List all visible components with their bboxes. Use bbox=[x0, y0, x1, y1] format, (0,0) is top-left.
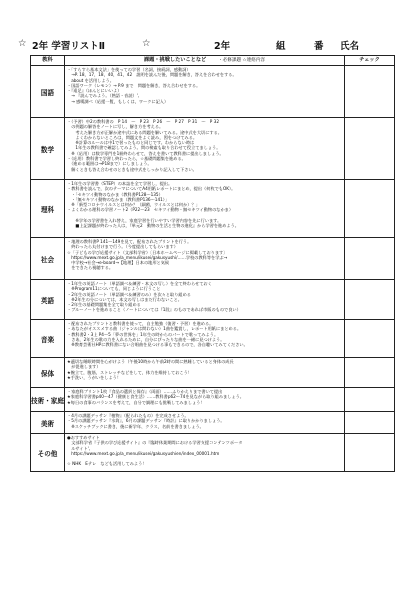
task-line: ・国語ワーク（レモン）→ P.9 まで 問題を解き，答え合わせをする。 bbox=[67, 82, 201, 88]
task-cell bbox=[65, 434, 345, 472]
subject-row bbox=[31, 280, 395, 320]
task-line: 解くときも答え合わせのときも途中式をしっかり記入して下さい。 bbox=[67, 166, 197, 172]
task-line: ・（応用）教科書で学習し終わったら，☆基礎問題集を進める。 bbox=[67, 156, 186, 162]
task-line: ※教育芸術社HPに教科書にない合唱曲を見つける事もできるので，各自聴いてみてください。 bbox=[67, 342, 248, 348]
name-label: 氏名 bbox=[340, 41, 360, 52]
task-cell bbox=[65, 388, 345, 412]
task-line: 中学校→社会→e-board→【地理】日本の地形と気候 bbox=[67, 260, 170, 266]
task-cell bbox=[65, 118, 345, 180]
subject-name: 数学 bbox=[31, 118, 65, 180]
task-column-header bbox=[65, 56, 345, 66]
task-line: ★毎日の食事のバランスを考えて，自分で調理にも挑戦してみましょう！ bbox=[67, 399, 205, 405]
subject-name: 美術 bbox=[31, 412, 65, 434]
task-line: ☆「子どもの学び応援サイト（文部科学省）〔日本ホームページに掲載しております〕 bbox=[67, 249, 228, 255]
table-header-row bbox=[31, 56, 395, 66]
task-line: ・（予習）中2の教科書の P 14 ～ P 23 P 26 ～ P 27 P 31 ～ P 32 bbox=[67, 119, 219, 124]
task-line: ★家庭科学習書p40〜47（健康と食生活）……教科書p62〜74を見ながら取り組みましょう。 bbox=[67, 394, 244, 400]
subject-name: 社会 bbox=[31, 238, 65, 280]
task-line: ※計算のルールは中1で習ったものと同じです。わからない時は bbox=[67, 140, 195, 146]
task-line: よくわからないところは，問題文をよく読み，図をつけてみる。 bbox=[67, 134, 198, 140]
task-line: →P. 18，17，18，40，41，42 説明を読んだ後，問題を解き，答えを合わせをする。 bbox=[67, 72, 237, 78]
task-line: ・あなたがオススメする曲（ジャンルは問わない）1曲を鑑賞し，レポート用紙にまとめる。 bbox=[67, 326, 242, 332]
task-cell bbox=[65, 280, 345, 320]
task-cell bbox=[65, 320, 345, 358]
subject-name: 国語 bbox=[31, 66, 65, 118]
task-line: ※スケッチブックに書き，後に新学年、クラス，名前を書きましょう。 bbox=[67, 423, 204, 429]
task-line: ・『遠足』（ほんとにいいよ） bbox=[67, 88, 122, 94]
task-line: ★腕立て，腹筋，ストレッチなどをして，体力を維持しておこう！ bbox=[67, 369, 192, 375]
task-line: ★適切な睡眠時間を心がけよう（午後10時から午前2時の間に熟睡していると身体の成長 bbox=[67, 359, 234, 364]
task-line: ・「すらすら基本文法」を使っての学習（名詞，接続詞，感動詞） bbox=[67, 67, 191, 72]
task-line: https://www.mext.go.jp/a_menu/ikusei/gakusyushi/……学校の教科等を学ぶ→ bbox=[67, 254, 228, 260]
task-line: → 『読んでみよう。（熟語・音読）', bbox=[67, 93, 140, 99]
task-line: ・1年生の英語ノート（単語調べ＆練習・本文の写し）を全て終わらせておく bbox=[67, 281, 212, 286]
task-cell bbox=[65, 358, 345, 388]
subject-row bbox=[31, 388, 395, 412]
task-line: ※学年の学習書を入れ替え，家庭学習を行いやすい学習内容を先に行います。 bbox=[67, 218, 222, 224]
task-line: ※Program11についても，同じように行うこと bbox=[67, 286, 161, 292]
check-column-header: チェック bbox=[345, 56, 395, 66]
task-line: ・ブルーノートを進めること（ノートについては『1段』のものであれば市販のもので良い） bbox=[67, 307, 241, 313]
task-line: （進める範囲は→P18まで）にしましょう。 bbox=[67, 161, 152, 167]
check-cell[interactable] bbox=[345, 66, 395, 118]
check-cell[interactable] bbox=[345, 358, 395, 388]
check-cell[interactable] bbox=[345, 434, 395, 472]
task-line: ・教科書を読んで，次のテーマについてA4用紙レポートにまとめ，提出（何枚でもOK）。 bbox=[67, 186, 236, 192]
task-line: ・2年生の基礎問題集を全て取り組める bbox=[67, 302, 141, 308]
task-line: ・「セキツイ動物のなかま（教科書P128〜135） bbox=[67, 191, 163, 197]
star-right: ☆ bbox=[142, 38, 151, 49]
task-line: ※「新型コロナウイルスとは何か？（細菌，ウイルスとは何か）？」 bbox=[67, 202, 200, 208]
task-line: が促進します） bbox=[67, 364, 101, 370]
study-list-table bbox=[30, 55, 395, 472]
subject-row bbox=[31, 358, 395, 388]
check-cell[interactable] bbox=[345, 118, 395, 180]
task-line: ・配布されたプリントと教科書を使って，自主勉強（復習・予習）を進める。 bbox=[67, 321, 214, 326]
task-line: 考えた解き方が正解か途中式にある問題を解いてみる。途中式を大切にする。 bbox=[67, 129, 222, 135]
subject-row bbox=[31, 320, 395, 358]
grade-label: 2年 bbox=[214, 41, 231, 52]
page-title: 2年 学習リストⅡ bbox=[32, 41, 105, 52]
task-line: → 感嘆調べ（応援一覧，もしくは，ワークに記入） bbox=[67, 98, 169, 104]
task-line: ※2年生の分については，本文の写しはまだ行わないこと。 bbox=[67, 296, 182, 302]
task-cell bbox=[65, 66, 345, 118]
check-cell[interactable] bbox=[345, 388, 395, 412]
task-line: の例題の解答をノートに写し，解き方を考える。 bbox=[67, 124, 164, 130]
subject-column-header: 教科 bbox=[31, 56, 65, 66]
task-line: 1年生の教科書で確認してみよう。問の検索も取り合わせて役立てましょう。 bbox=[67, 145, 221, 151]
task-cell bbox=[65, 238, 345, 280]
subject-row bbox=[31, 238, 395, 280]
task-line: をできたら視聴する。 bbox=[67, 265, 114, 271]
task-cell bbox=[65, 180, 345, 238]
task-line: ・2年生の英語ノート（単語調べ＆練習のみ）を次々と取り組める bbox=[67, 291, 191, 297]
task-line: ※（応用）は数学専門を1冊終わらせて，答えを書いて教科書に提出しましょう。 bbox=[67, 150, 224, 156]
subject-name: 理科 bbox=[31, 180, 65, 238]
task-line: https://www.mext.go.jp/a_menu/ikusei/gakusyushien/index_00001.htm bbox=[67, 450, 220, 456]
task-line: ・「無セキツイ動物のなかま（教科書P136〜141）」 bbox=[67, 196, 170, 202]
task-line: ・教科書2・3上 P4〜5「夢の世界を」1年生の時からのパートで歌ってみよう。 bbox=[67, 331, 219, 337]
subject-name: その他 bbox=[31, 434, 65, 472]
task-line: ・5月の課題デッサン『水筒』，6月の課題デッサン『時計』に取りかかりましょう。 bbox=[67, 418, 225, 424]
subject-row bbox=[31, 118, 395, 180]
task-line: ・地理の教科書P 141〜149を見て，配布されたプリントを行う。 bbox=[67, 239, 192, 244]
task-line: ・4月の課題デッサン『植物』（配られたもの）を完成させよう。 bbox=[67, 413, 189, 418]
class-label: 組 bbox=[276, 41, 286, 52]
task-cell bbox=[65, 412, 345, 434]
check-cell[interactable] bbox=[345, 280, 395, 320]
subject-name: 音楽 bbox=[31, 320, 65, 358]
subject-row bbox=[31, 66, 395, 118]
task-line: ・家庭科プリント1枚『食品の選択と保存』（両面）……ふりかえりまで書いて提出 bbox=[67, 389, 223, 394]
subject-name: 保体 bbox=[31, 358, 65, 388]
task-header-label: 課題・挑戦したいことなど bbox=[143, 57, 207, 63]
task-line: about を活用しよう。 bbox=[67, 77, 114, 83]
subject-row bbox=[31, 180, 395, 238]
check-cell[interactable] bbox=[345, 412, 395, 434]
task-line: 文部科学省『子供の学び応援サイト』の『臨時休業期間における学習支援コンテンツポータ bbox=[67, 440, 243, 446]
number-label: 番 bbox=[314, 41, 324, 52]
star-left: ☆ bbox=[18, 38, 27, 49]
check-cell[interactable] bbox=[345, 180, 395, 238]
subject-name: 英語 bbox=[31, 280, 65, 320]
check-cell[interactable] bbox=[345, 238, 395, 280]
task-line: ●おすすめサイト bbox=[67, 435, 100, 440]
subject-name: 技術・家庭 bbox=[31, 388, 65, 412]
task-line: さあ，2年生の歌の力を入れるために，自分にぴったりな曲を一緒に見つけよう。 bbox=[67, 336, 225, 342]
task-line: 終わったら丸付けまで行う。（今度提出してもらいます） bbox=[67, 244, 178, 250]
page-header bbox=[18, 38, 408, 52]
check-cell[interactable] bbox=[345, 320, 395, 358]
task-line: ☆ NHK Eテレ なども活用してみよう！ bbox=[67, 461, 147, 467]
task-line: ・1年生の学習書（STEP）の本誌を全て学習し，提出。 bbox=[67, 181, 173, 186]
task-line: ■上記課題が終わった人は，『単元2 動物の生活と生物の進化』から学習を進めよう。 bbox=[67, 223, 239, 229]
task-line: ルサイト', bbox=[67, 445, 91, 451]
subject-row bbox=[31, 434, 395, 472]
task-header-note: ・必修課題 ☆連絡内容 bbox=[218, 58, 265, 63]
subject-row bbox=[31, 412, 395, 434]
task-line: ★手洗い，うがいをしよう！ bbox=[67, 374, 122, 380]
task-line: ・よくわかる理科の学習ノート2（P22〜23 セキツイ動物・無セキツイ動物のなかま） bbox=[67, 207, 234, 213]
